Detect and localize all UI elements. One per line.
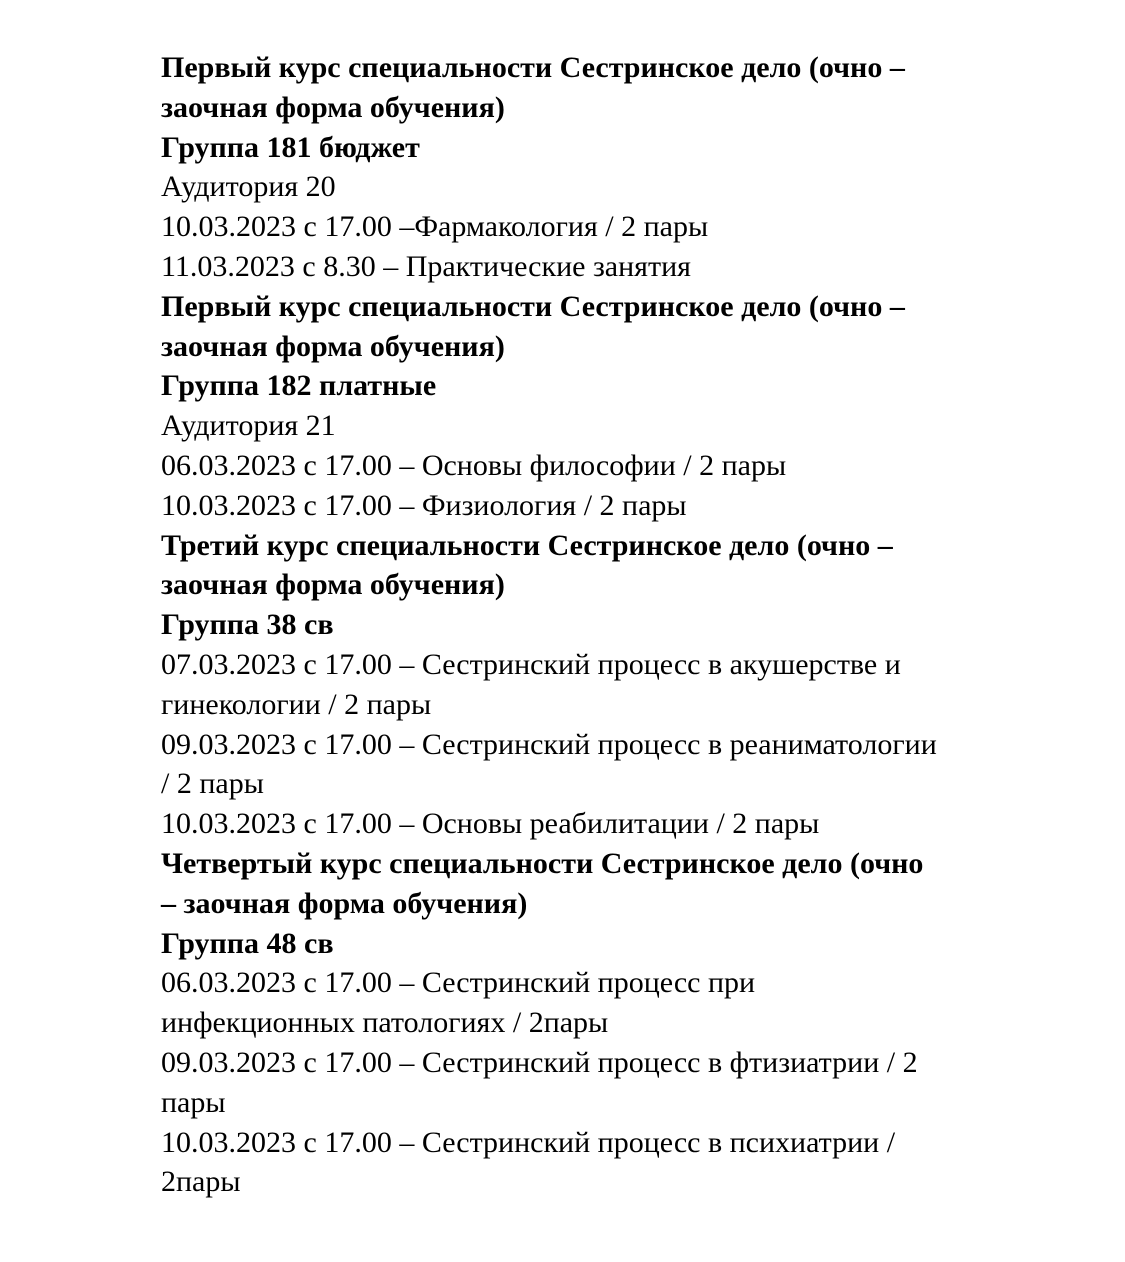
course-heading-continued: заочная форма обучения) (161, 90, 505, 124)
course-heading-continued: заочная форма обучения) (161, 568, 505, 602)
course-section (161, 287, 1061, 526)
room-label: Аудитория 21 (161, 409, 336, 443)
schedule-document (161, 48, 1061, 1202)
room-label: Аудитория 20 (161, 170, 336, 204)
schedule-entry-continued: 2пары (161, 1165, 241, 1199)
schedule-entry: 06.03.2023 с 17.00 – Основы философии / 2 пары (161, 448, 787, 482)
schedule-entry: 06.03.2023 с 17.00 – Сестринский процесс при (161, 966, 756, 1000)
course-heading-continued: – заочная форма обучения) (161, 886, 528, 920)
course-heading: Третий курс специальности Сестринское дело (очно – (161, 528, 893, 562)
course-section (161, 48, 1061, 287)
group-title: Группа 182 платные (161, 369, 437, 403)
schedule-entry: 09.03.2023 с 17.00 – Сестринский процесс в фтизиатрии / 2 (161, 1045, 918, 1079)
group-title: Группа 181 бюджет (161, 130, 420, 164)
schedule-entry: 10.03.2023 с 17.00 – Основы реабилитации / 2 пары (161, 807, 820, 841)
course-section (161, 844, 1061, 1202)
course-heading: Первый курс специальности Сестринское дело (очно – (161, 289, 905, 323)
schedule-entry-continued: / 2 пары (161, 767, 264, 801)
course-heading: Четвертый курс специальности Сестринское дело (очно (161, 846, 924, 880)
group-title: Группа 38 св (161, 608, 334, 642)
schedule-entry-continued: пары (161, 1085, 226, 1119)
schedule-entry-continued: гинекологии / 2 пары (161, 687, 432, 721)
schedule-entry: 07.03.2023 с 17.00 – Сестринский процесс в акушерстве и (161, 647, 901, 681)
group-title: Группа 48 св (161, 926, 334, 960)
course-heading-continued: заочная форма обучения) (161, 329, 505, 363)
schedule-entry-continued: инфекционных патологиях / 2пары (161, 1006, 609, 1040)
schedule-entry: 10.03.2023 с 17.00 – Физиология / 2 пары (161, 488, 687, 522)
course-section (161, 526, 1061, 844)
course-heading: Первый курс специальности Сестринское дело (очно – (161, 51, 905, 84)
schedule-entry: 10.03.2023 с 17.00 – Сестринский процесс в психиатрии / (161, 1125, 896, 1159)
schedule-entry: 11.03.2023 с 8.30 – Практические занятия (161, 249, 691, 283)
schedule-entry: 09.03.2023 с 17.00 – Сестринский процесс в реаниматологии (161, 727, 937, 761)
schedule-entry: 10.03.2023 с 17.00 –Фармакология / 2 пары (161, 210, 709, 244)
